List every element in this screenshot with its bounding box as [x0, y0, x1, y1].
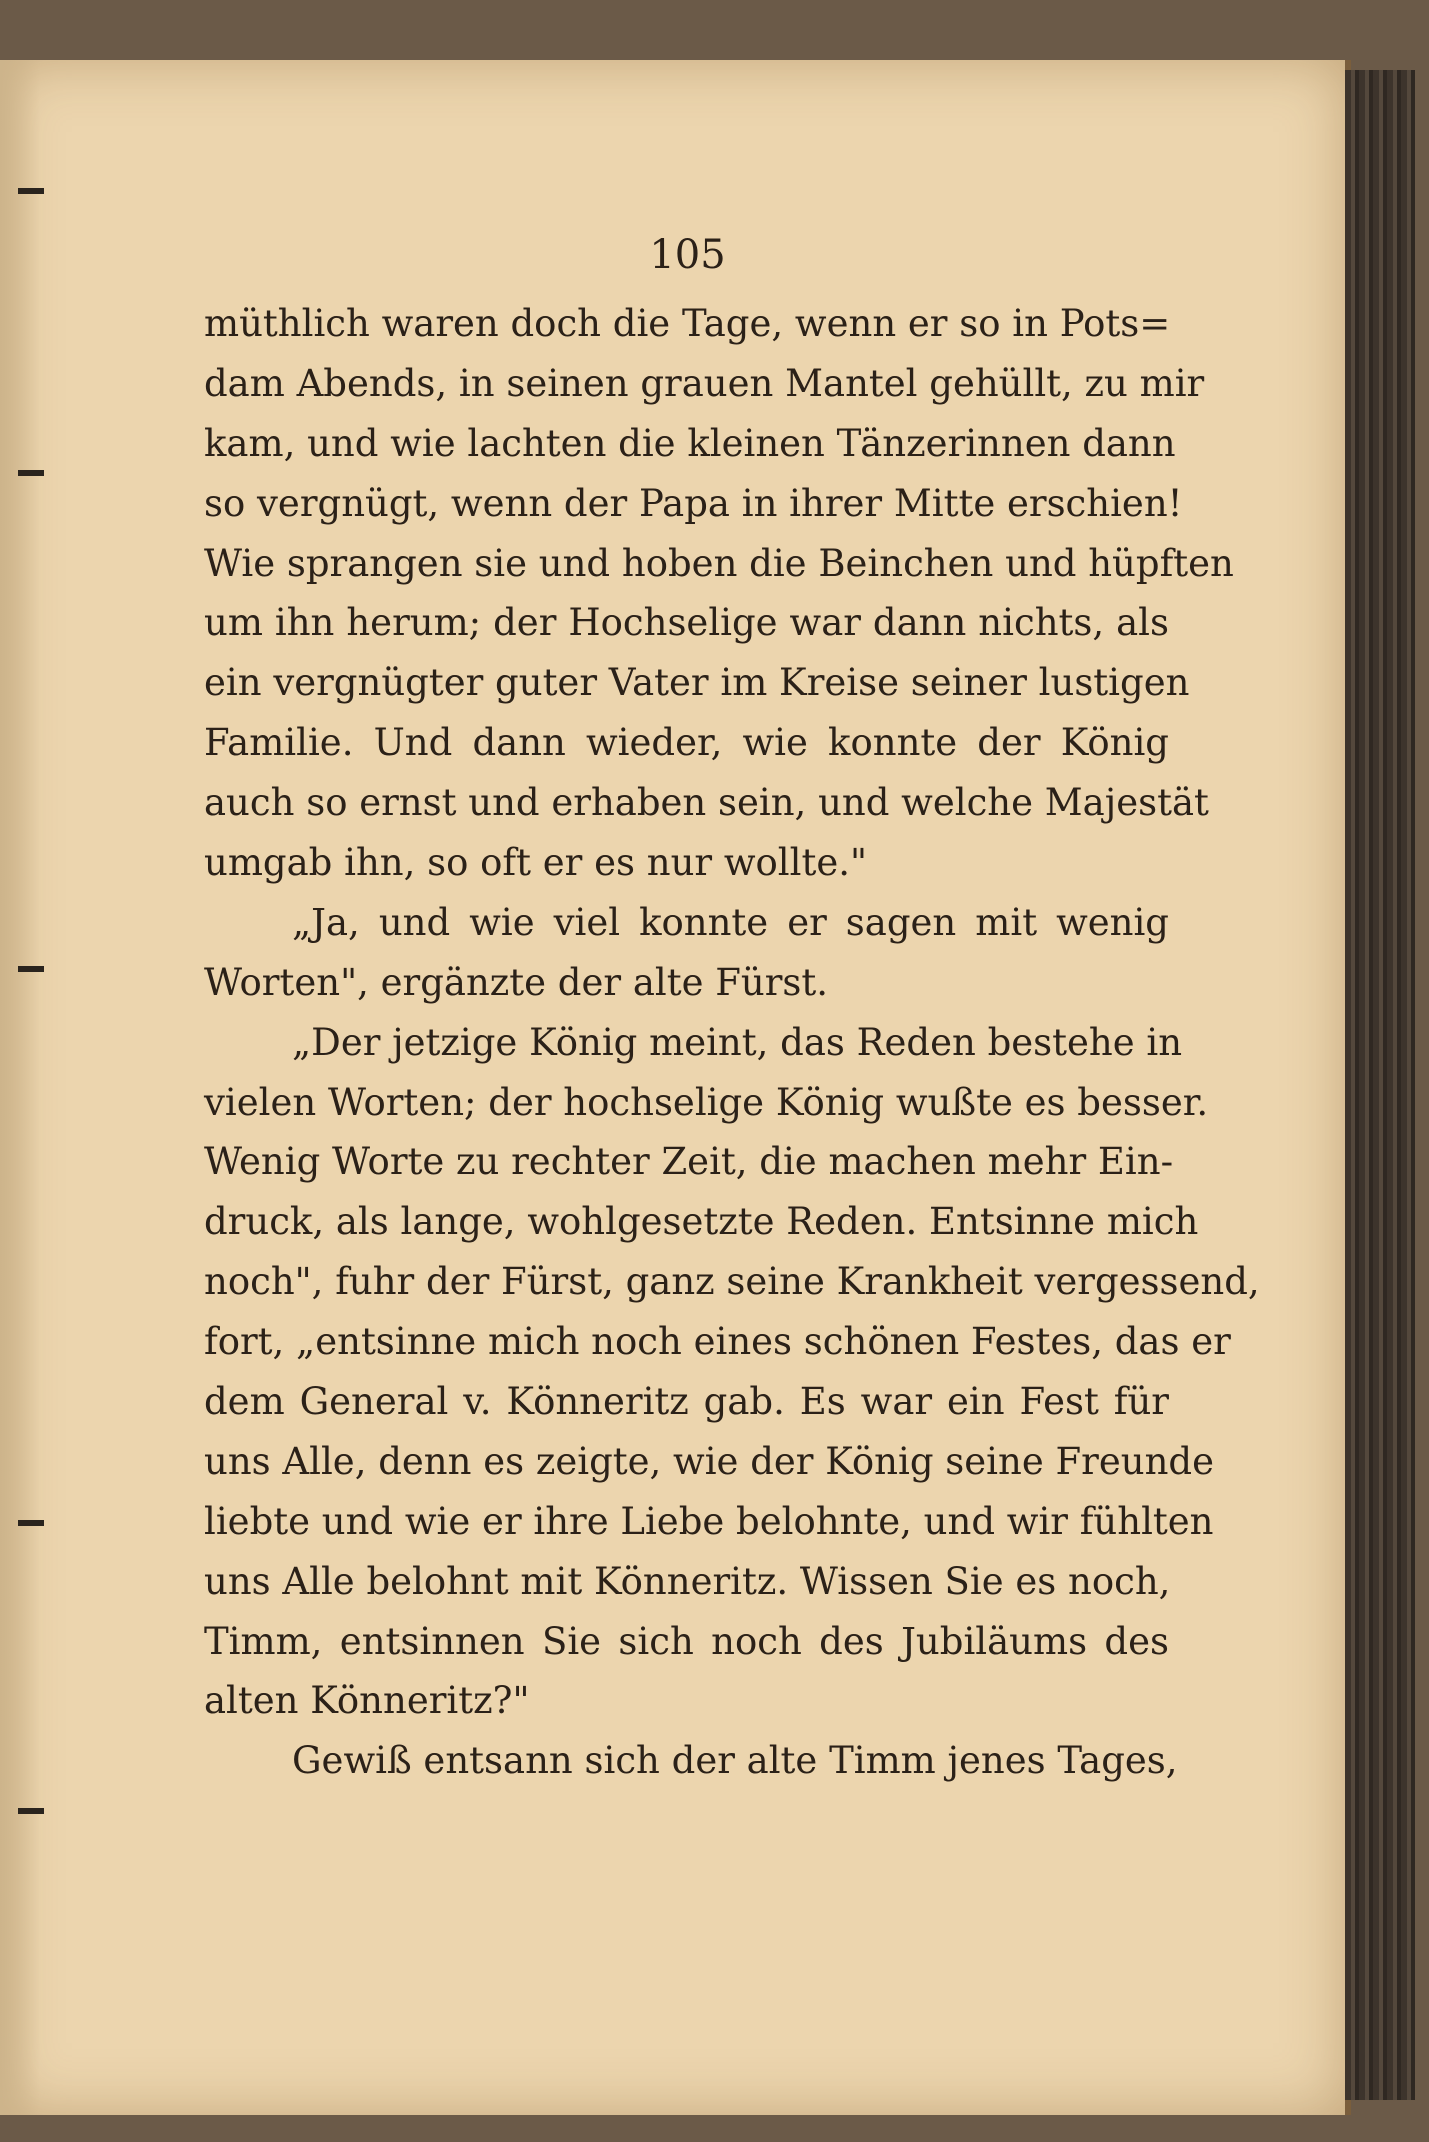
text-line: „Ja, und wie viel konnte er sagen mit wenig [292, 900, 1169, 944]
text-line: alten Könneritz?" [204, 1679, 530, 1723]
page-stack-edge [1345, 70, 1415, 2100]
text-line: liebte und wie er ihre Liebe belohnte, und wir fühlten [204, 1499, 1214, 1543]
binding-thread [18, 470, 44, 476]
binding-thread [18, 1808, 44, 1814]
text-line: vielen Worten; der hochselige König wußte es besser. [204, 1080, 1209, 1124]
page-number: 105 [649, 232, 726, 278]
text-line: Worten", ergänzte der alte Fürst. [204, 960, 829, 1004]
text-line: Familie. Und dann wieder, wie konnte der König [204, 721, 1169, 765]
text-line: noch", fuhr der Fürst, ganz seine Krankheit vergessend, [204, 1260, 1260, 1304]
text-line: Wie sprangen sie und hoben die Beinchen und hüpften [204, 541, 1234, 585]
text-line: Timm, entsinnen Sie sich noch des Jubiläums des [204, 1619, 1169, 1663]
text-line: ein vergnügter guter Vater im Kreise seiner lustigen [204, 661, 1190, 705]
text-line: fort, „entsinne mich noch eines schönen Festes, das er [204, 1320, 1231, 1364]
text-line: müthlich waren doch die Tage, wenn er so in Pots= [204, 302, 1171, 345]
text-line: auch so ernst und erhaben sein, und welche Majestät [204, 781, 1209, 825]
text-line: kam, und wie lachten die kleinen Tänzerinnen dann [204, 421, 1176, 465]
text-line: um ihn herum; der Hochselige war dann nichts, als [204, 601, 1169, 645]
binding-gutter [0, 60, 40, 2115]
binding-thread [18, 188, 44, 194]
text-line: Gewiß entsann sich der alte Timm jenes Tages, [292, 1739, 1178, 1783]
text-line: „Der jetzige König meint, das Reden bestehe in [292, 1020, 1183, 1064]
text-line: uns Alle belohnt mit Könneritz. Wissen Sie es noch, [204, 1559, 1171, 1603]
text-line: dem General v. Könneritz gab. Es war ein Fest für [204, 1380, 1169, 1424]
text-line: dam Abends, in seinen grauen Mantel gehüllt, zu mir [204, 361, 1205, 405]
text-line: uns Alle, denn es zeigte, wie der König seine Freunde [204, 1439, 1214, 1483]
binding-thread [18, 1520, 44, 1526]
text-line: Wenig Worte zu rechter Zeit, die machen mehr Ein- [204, 1140, 1174, 1184]
binding-thread [18, 966, 44, 972]
text-line: so vergnügt, wenn der Papa in ihrer Mitte erschien! [204, 481, 1183, 525]
text-line: umgab ihn, so oft er es nur wollte." [204, 841, 868, 885]
text-line: druck, als lange, wohlgesetzte Reden. Entsinne mich [204, 1200, 1199, 1244]
body-text [204, 294, 1260, 1791]
